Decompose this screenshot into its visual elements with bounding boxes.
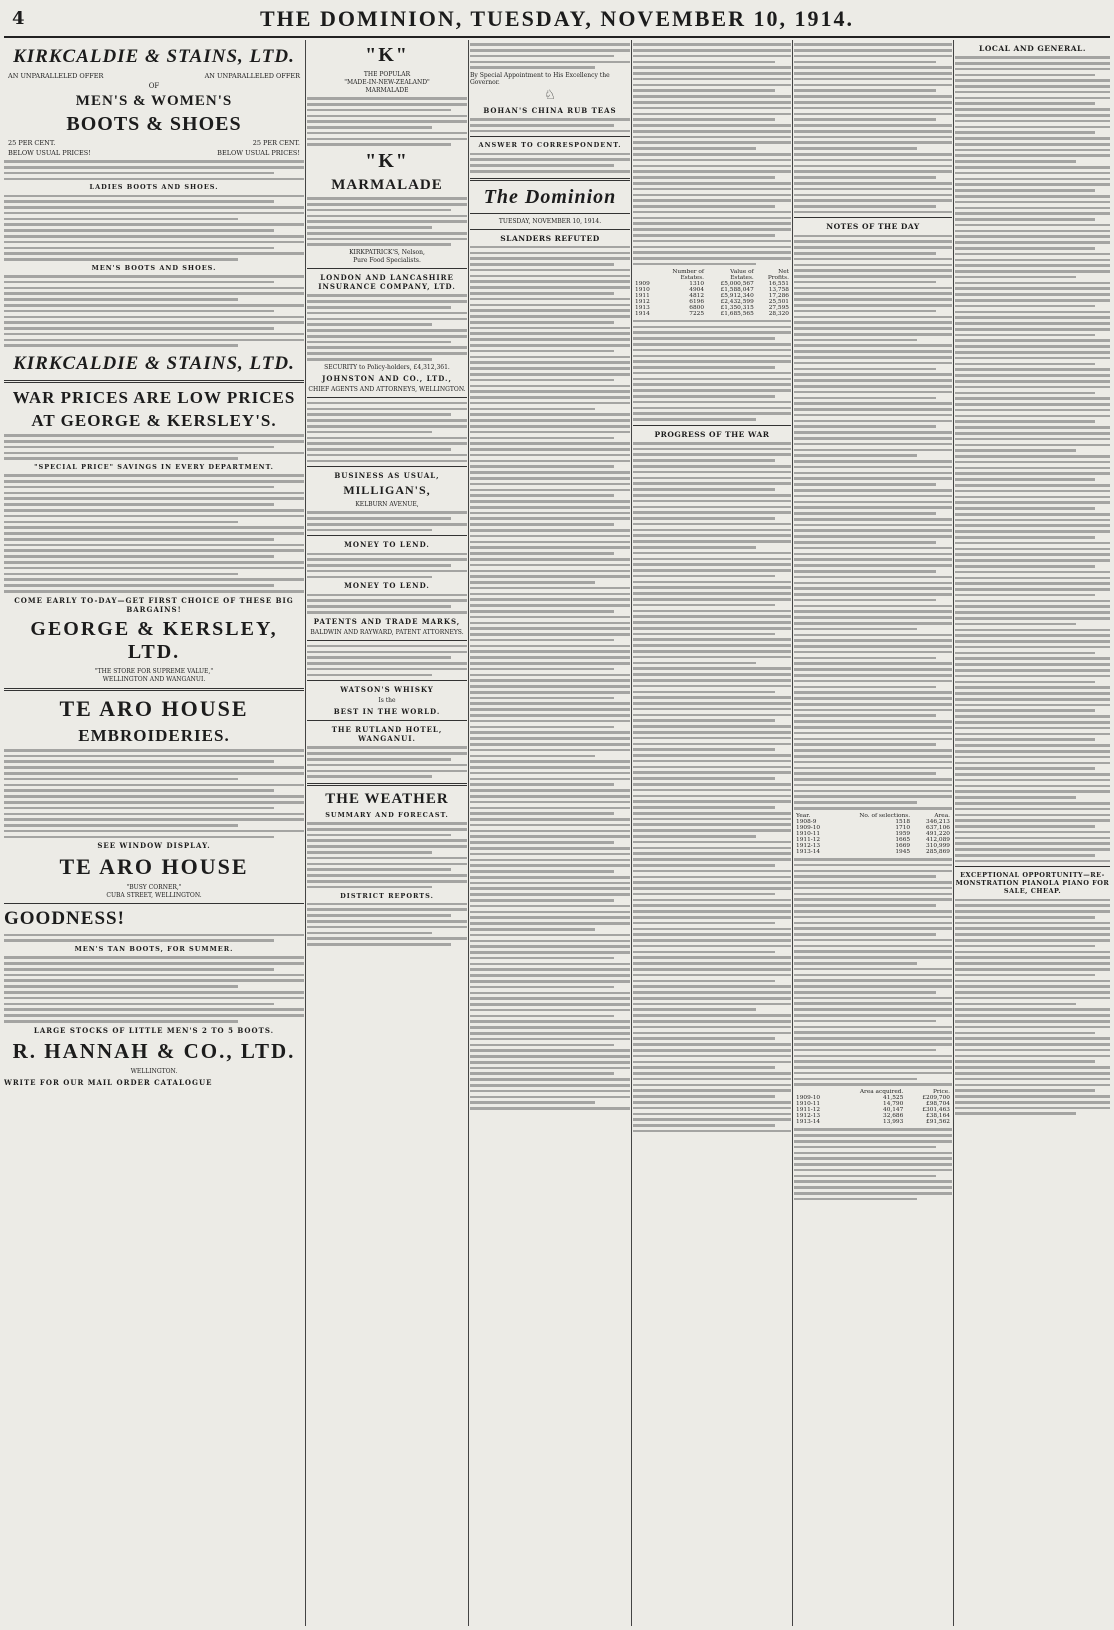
table-cell: 491,220 [926, 830, 950, 837]
text-block [307, 594, 467, 614]
k-made: "MADE-IN-NEW-ZEALAND" [344, 79, 430, 86]
selections-table [794, 813, 952, 855]
pct-right: 25 PER CENT. [252, 139, 300, 147]
kirkcaldie-below [8, 149, 300, 157]
table-cell: 1911 [635, 292, 650, 299]
special-price-heading: "SPECIAL PRICE" SAVINGS IN EVERY DEPARTMENT. [34, 463, 274, 472]
london-lancashire: LONDON AND LANCASHIRE INSURANCE COMPANY, LTD. [318, 273, 456, 292]
table-cell: 1310 [689, 280, 705, 287]
see-window-display: SEE WINDOW DISPLAY. [97, 841, 211, 851]
table-cell: £301,463 [922, 1107, 950, 1114]
divider [4, 688, 304, 691]
table-cell: 27,595 [768, 304, 789, 311]
pct-left: 25 PER CENT. [8, 139, 56, 147]
kirkcaldie-percent [8, 139, 300, 147]
business-as-usual: BUSINESS AS USUAL, [334, 471, 440, 481]
table-header: Area acquired. [859, 1089, 904, 1096]
war-prices-title: WAR PRICES ARE LOW PRICES [12, 388, 296, 408]
text-block [4, 956, 304, 1022]
table-cell: 32,686 [883, 1113, 904, 1120]
column-news-2 [794, 40, 952, 1626]
article-body [794, 43, 952, 213]
text-block [307, 903, 467, 946]
table-cell: £98,704 [926, 1101, 950, 1108]
kirkcaldie-offer [8, 72, 300, 80]
table-row [794, 1119, 952, 1125]
table-cell: 1909-10 [796, 1095, 821, 1102]
table-cell: 1910-11 [796, 830, 821, 837]
column-news-1 [633, 40, 791, 1626]
table-cell: 1912-13 [796, 842, 821, 849]
page-title: THE DOMINION, TUESDAY, NOVEMBER 10, 1914. [260, 6, 854, 31]
appointment: By Special Appointment to His Excellency the Governor. [470, 72, 610, 87]
table-cell: 1909 [635, 280, 650, 287]
article-body [955, 56, 1110, 862]
divider [470, 229, 630, 230]
kirkcaldie-title-2: KIRKCALDIE & STAINS, LTD. [13, 353, 295, 375]
k-title: "K" [365, 44, 409, 66]
kirkpatrick: KIRKPATRICK'S, Nelson, [349, 249, 425, 257]
security: SECURITY to Policy-holders, £4,312,361. [324, 363, 450, 371]
table-cell: £1,588,047 [720, 286, 754, 293]
goodness-title: GOODNESS! [4, 908, 125, 930]
royal-crest-icon: ♘ [544, 88, 556, 104]
hannah-place: WELLINGTON. [130, 1067, 178, 1075]
article-body [633, 442, 791, 1133]
rutland-hotel: THE RUTLAND HOTEL, WANGANUI. [331, 725, 443, 744]
article-body [633, 320, 791, 421]
text-block [470, 153, 630, 173]
article-body [633, 43, 791, 265]
table-cell: 1910-11 [796, 1101, 821, 1108]
masthead [4, 0, 1110, 38]
estates-table [633, 269, 791, 317]
baldwin: BALDWIN AND RAYWARD, PATENT ATTORNEYS. [310, 628, 464, 636]
text-block [4, 275, 304, 347]
table-cell: 1914 [635, 310, 650, 317]
divider [307, 720, 467, 721]
hannah-write: WRITE FOR OUR MAIL ORDER CATALOGUE [4, 1077, 213, 1087]
table-cell: 41,525 [883, 1095, 904, 1102]
table-cell: 1665 [895, 836, 911, 843]
notes-of-the-day: NOTES OF THE DAY [826, 222, 920, 232]
divider [4, 380, 304, 383]
table-cell: 4812 [689, 292, 705, 299]
article-body [955, 899, 1110, 1116]
k-marmalade-2: MARMALADE [331, 177, 443, 194]
column-rule [953, 40, 954, 1626]
table-cell: 17,286 [768, 292, 789, 299]
below-left: BELOW USUAL PRICES! [8, 149, 91, 157]
table-cell: 7225 [689, 310, 705, 317]
table-cell: 1911-12 [796, 836, 821, 843]
text-block [307, 511, 467, 531]
bohan-tea: BOHAN'S CHINA RUB TEAS [483, 106, 617, 116]
pure-food: Pure Food Specialists. [353, 257, 421, 265]
k-title-2: "K" [365, 150, 409, 173]
text-block [307, 402, 467, 462]
gk-store-slogan: "THE STORE FOR SUPREME VALUE," [94, 667, 214, 675]
table-cell: £38,164 [926, 1113, 950, 1120]
patents: PATENTS AND TRADE MARKS, [313, 616, 461, 626]
kirkcaldie-of: OF [148, 82, 160, 90]
table-cell: 25,501 [768, 298, 789, 305]
come-early: COME EARLY TO-DAY—GET FIRST CHOICE OF THESE BIG BARGAINS! [14, 595, 294, 614]
milligans: MILLIGAN'S, [343, 483, 431, 498]
divider [307, 680, 467, 681]
kelburn: KELBURN AVENUE, [355, 501, 419, 509]
divider [307, 268, 467, 269]
table-cell: 1911-12 [796, 1107, 821, 1114]
table-header [633, 269, 652, 281]
k-popular: THE POPULAR [363, 71, 411, 78]
mens-tan-boots: MEN'S TAN BOOTS, FOR SUMMER. [74, 945, 234, 954]
table-header: Year. [796, 812, 811, 819]
column-ads-2 [307, 40, 467, 1626]
column-editorial [470, 40, 630, 1626]
text-block [470, 43, 630, 69]
war-prices-subtitle: AT GEORGE & KERSLEY'S. [31, 411, 277, 431]
text-block [307, 97, 467, 146]
gk-place: WELLINGTON AND WANGANUI. [102, 675, 206, 683]
column-rule [305, 40, 306, 1626]
offer-right: AN UNPARALLELED OFFER [204, 72, 300, 80]
george-kersley-title: GEORGE & KERSLEY, LTD. [30, 617, 278, 663]
slanders-refuted: SLANDERS REFUTED [500, 233, 600, 243]
text-block [4, 434, 304, 460]
table-cell: 13,758 [768, 286, 789, 293]
table-header: Area. [934, 812, 950, 819]
text-block [4, 749, 304, 838]
table-cell: 310,999 [926, 842, 950, 849]
kirkcaldie-boots: BOOTS & SHOES [66, 113, 242, 135]
watsons-whisky: WATSON'S WHISKY [340, 685, 434, 695]
table-header: Number of Estates. [672, 268, 705, 281]
table-cell: 1910 [635, 286, 650, 293]
divider [955, 866, 1110, 867]
text-block [307, 822, 467, 888]
table-cell: £5,912,340 [720, 292, 754, 299]
table-cell: 1669 [895, 842, 911, 849]
text-block [307, 746, 467, 778]
table-cell: £1,350,315 [720, 304, 754, 311]
hannah-title: R. HANNAH & CO., LTD. [12, 1038, 296, 1063]
exceptional-opportunity: EXCEPTIONAL OPPORTUNITY—RE-MONSTRATION PIANOLA PIANO FOR SALE, CHEAP. [955, 871, 1110, 896]
column-ads-1 [4, 40, 304, 1626]
page-number: 4 [12, 8, 25, 29]
table-header-row [633, 269, 791, 281]
table-cell: 412,089 [926, 836, 950, 843]
table-cell: 1710 [895, 824, 911, 831]
offer-left: AN UNPARALLELED OFFER [8, 72, 104, 80]
dominion-nameplate: The Dominion [483, 185, 617, 208]
column-rule [468, 40, 469, 1626]
te-aro-title-2: TE ARO HOUSE [59, 854, 249, 880]
table-cell: 14,790 [883, 1101, 904, 1108]
newspaper-page [4, 0, 1110, 1630]
money-to-lend-2: MONEY TO LEND. [344, 581, 430, 591]
text-block [4, 195, 304, 261]
editorial-date: TUESDAY, NOVEMBER 10, 1914. [498, 217, 602, 225]
column-rule [792, 40, 793, 1626]
weather-title: THE WEATHER [325, 790, 449, 807]
watsons-best: BEST IN THE WORLD. [333, 707, 441, 717]
table-header: Price. [932, 1089, 950, 1096]
table-cell: 1959 [895, 830, 911, 837]
text-block [470, 118, 630, 132]
ladies-section: LADIES BOOTS AND SHOES. [89, 183, 219, 192]
table-cell: £5,000,567 [720, 280, 754, 287]
table-cell: 1913-14 [796, 848, 821, 855]
table-cell: 6800 [689, 304, 705, 311]
text-block [4, 474, 304, 592]
table-cell: 1912-13 [796, 1113, 821, 1120]
divider [307, 640, 467, 641]
table-cell: 40,147 [883, 1107, 904, 1114]
watsons-is-the: Is the [378, 697, 396, 705]
table-cell: 16,551 [768, 280, 789, 287]
table-header: No. of selections. [859, 812, 911, 819]
weather-subtitle: SUMMARY AND FORECAST. [325, 810, 449, 819]
table-row [633, 311, 791, 317]
table-row [794, 849, 952, 855]
article-body [794, 235, 952, 810]
te-aro-place: CUBA STREET, WELLINGTON. [106, 892, 202, 900]
answer-correspondent: ANSWER TO CORRESPONDENT. [478, 141, 622, 150]
money-to-lend-1: MONEY TO LEND. [344, 540, 430, 550]
table-cell: 1913 [635, 304, 650, 311]
large-stocks: LARGE STOCKS OF LITTLE MEN'S 2 TO 5 BOOTS. [33, 1025, 275, 1035]
k-marmalade: MARMALADE [365, 87, 409, 94]
table-cell: 28,320 [768, 310, 789, 317]
table-cell: £1,685,565 [720, 310, 754, 317]
table-cell: 1945 [895, 848, 911, 855]
kirkcaldie-title: KIRKCALDIE & STAINS, LTD. [13, 46, 295, 67]
johnston: JOHNSTON AND CO., LTD., [322, 373, 452, 383]
below-right: BELOW USUAL PRICES! [217, 149, 300, 157]
divider [470, 136, 630, 137]
article-body [794, 858, 952, 1086]
divider [470, 178, 630, 181]
local-and-general: LOCAL AND GENERAL. [979, 44, 1086, 53]
table-header: Net Profits. [767, 268, 789, 281]
column-rule [631, 40, 632, 1626]
text-block [307, 645, 467, 677]
table-cell: £2,432,599 [720, 298, 754, 305]
table-cell: £91,562 [926, 1119, 950, 1126]
table-cell: 1518 [895, 818, 911, 825]
te-aro-title: TE ARO HOUSE [59, 695, 249, 721]
divider [307, 783, 467, 786]
article-body [794, 1128, 952, 1200]
table-cell: 285,869 [926, 848, 950, 855]
table-cell: £209,700 [922, 1095, 950, 1102]
te-aro-busy-corner: "BUSY CORNER," [126, 884, 182, 892]
table-cell: 1909-10 [796, 824, 821, 831]
text-block [307, 553, 467, 579]
progress-of-war: PROGRESS OF THE WAR [654, 429, 770, 439]
divider [307, 466, 467, 467]
te-aro-embroideries: EMBROIDERIES. [78, 725, 230, 745]
article-body [470, 246, 630, 1110]
column-local [955, 40, 1110, 1626]
text-block [4, 934, 304, 942]
text-block [307, 197, 467, 246]
table-cell: 637,106 [926, 824, 950, 831]
divider [794, 217, 952, 218]
kirkcaldie-mens-womens: MEN'S & WOMEN'S [75, 93, 233, 109]
text-block [4, 160, 304, 180]
chief-agents: CHIEF AGENTS AND ATTORNEYS, WELLINGTON. [308, 385, 466, 393]
text-block [307, 294, 467, 360]
divider [4, 903, 304, 904]
table-cell: 1913-14 [796, 1119, 821, 1126]
table-cell: 13,993 [883, 1119, 904, 1126]
table-header: Value of Estates. [730, 268, 754, 281]
divider [307, 397, 467, 398]
divider [633, 425, 791, 426]
district-reports: DISTRICT REPORTS. [340, 891, 434, 900]
mens-section: MEN'S BOOTS AND SHOES. [91, 263, 217, 272]
table-cell: 1908-9 [796, 818, 817, 825]
table-cell: 6196 [689, 298, 705, 305]
divider [307, 535, 467, 536]
table-cell: 4904 [689, 286, 705, 293]
divider [470, 213, 630, 214]
table-cell: 346,213 [926, 818, 950, 825]
table-cell: 1912 [635, 298, 650, 305]
land-acquired-table [794, 1089, 952, 1125]
